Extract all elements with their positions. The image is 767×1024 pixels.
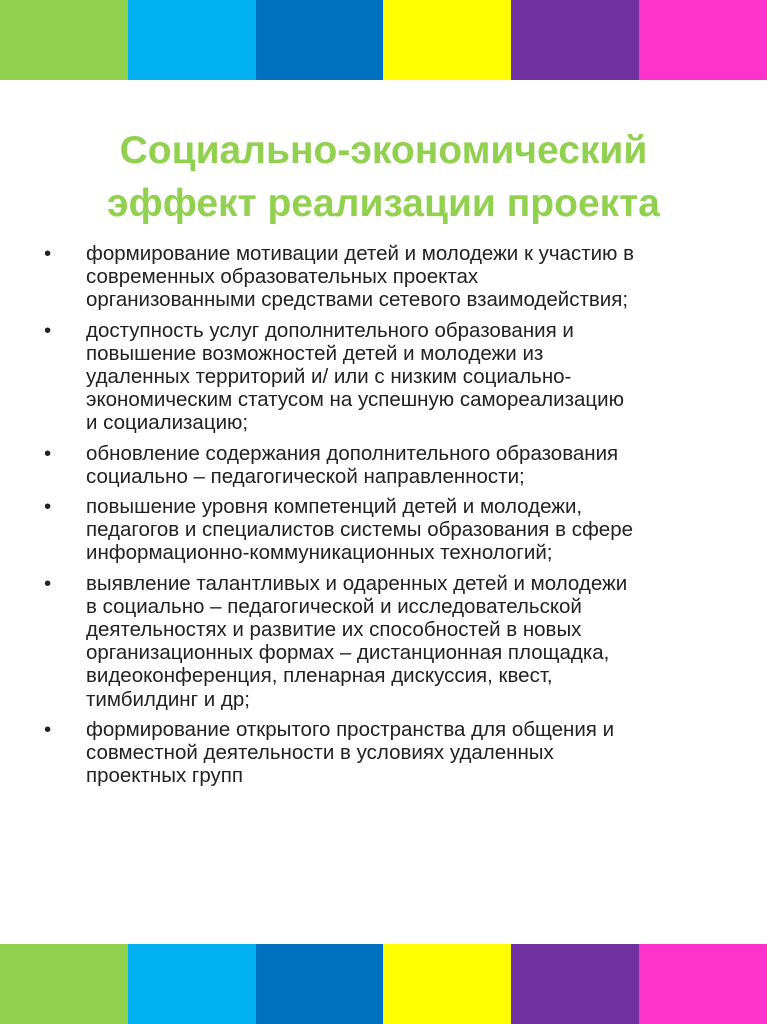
bullet-text: формирование открытого пространства для общения и совместной деятельности в условиях удаленных проектных групп — [86, 717, 615, 788]
stripe-pink — [639, 944, 767, 1024]
stripe-purple — [511, 0, 639, 80]
bullet-text: выявление талантливых и одаренных детей и молодежи в социально – педагогической и исследовательской деятельностях и развитие их способностей в новых организационных формах – дистанционная площадка, видеоконференция, пленарная дискуссия, квест, тимбилдинг и др; — [86, 571, 628, 711]
bottom-color-stripes — [0, 944, 767, 1024]
top-color-stripes — [0, 0, 767, 80]
bullet-item — [0, 718, 767, 788]
bullet-dot-icon: • — [44, 242, 52, 265]
stripe-green — [0, 0, 128, 80]
bullet-item — [0, 442, 767, 488]
bullet-item — [0, 572, 767, 711]
stripe-yellow — [383, 0, 511, 80]
bullet-text: обновление содержания дополнительного образования социально – педагогической направленности; — [86, 441, 619, 488]
stripe-green — [0, 944, 128, 1024]
bullet-item — [0, 242, 767, 312]
bullet-dot-icon: • — [44, 318, 52, 342]
stripe-blue — [256, 944, 384, 1024]
stripe-blue — [256, 0, 384, 80]
bullet-text: повышение уровня компетенций детей и молодежи, педагогов и специалистов системы образования в сфере информационно-коммуникационных технологий; — [86, 495, 634, 565]
stripe-purple — [511, 944, 639, 1024]
bullet-dot-icon: • — [44, 495, 52, 519]
stripe-light-blue — [128, 944, 256, 1024]
stripe-light-blue — [128, 0, 256, 80]
slide-title-line-1: Социально-экономический — [119, 129, 648, 173]
bullet-dot-icon: • — [44, 717, 52, 741]
stripe-pink — [639, 0, 767, 80]
bullet-item — [0, 495, 767, 565]
bullet-dot-icon: • — [44, 441, 52, 465]
bullet-item — [0, 319, 767, 435]
bullet-list — [0, 242, 767, 794]
bullet-dot-icon: • — [44, 571, 52, 595]
slide-title-line-2: эффект реализации проекта — [107, 182, 660, 226]
stripe-yellow — [383, 944, 511, 1024]
slide-title — [0, 124, 767, 230]
bullet-text: доступность услуг дополнительного образования и повышение возможностей детей и молодежи из удаленных территорий и/ или с низким социально- экономическим статусом на успешную самореализацию и социализацию; — [86, 318, 624, 435]
bullet-text: формирование мотивации детей и молодежи к участию в современных образовательных проектах организованными средствами сетевого взаимодействия; — [86, 242, 634, 312]
